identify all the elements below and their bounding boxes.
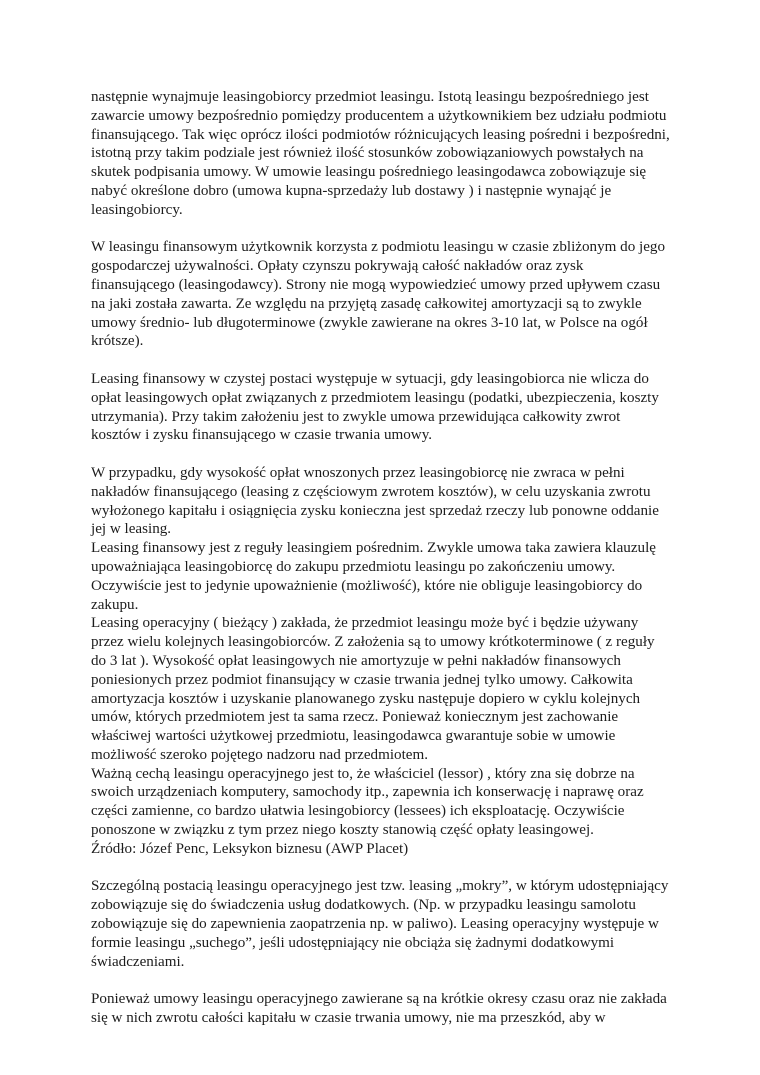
source-citation: Źródło: Józef Penc, Leksykon biznesu (AWP Placet) bbox=[91, 840, 409, 857]
paragraph-indirect-leasing: Leasing finansowy jest z reguły leasingiem pośrednim. Zwykle umowa taka zawiera klauzulę upoważniająca leasingobiorcę do zakupu przedmiotu leasingu po zakończeniu umowy. Oczywiście jest to jedynie upoważnienie (możliwość), które nie obliguje leasingobiorcy do zakupu. bbox=[91, 540, 656, 613]
paragraph-gap bbox=[91, 351, 671, 370]
paragraph-operational-feature: Ważną cechą leasingu operacyjnego jest to, że właściciel (lessor) , który zna się dobrze na swoich urządzeniach komputery, samochody itp., zapewnia ich konserwację i naprawę oraz części zamienne, co bardzo ułatwia lesingobiorcy (lessees) ich eksploatację. Oczywiście ponoszone w związku z tym przez niego koszty stanowią część opłaty leasingowej. bbox=[91, 765, 644, 839]
paragraph-short-term-contracts: Ponieważ umowy leasingu operacyjnego zawierane są na krótkie okresy czasu oraz nie zakłada się w nich zwrotu całości kapitału w czasie trwania umowy, nie ma przeszkód, aby w bbox=[91, 991, 667, 1027]
paragraph-gap bbox=[91, 220, 671, 239]
document-page bbox=[91, 88, 671, 1028]
paragraph-financial-leasing: W leasingu finansowym użytkownik korzysta z podmiotu leasingu w czasie zbliżonym do jego gospodarczej używalności. Opłaty czynszu pokrywają całość nakładów oraz zysk finansującego (leasingodawcy). Strony nie mogą wypowiedzieć umowy przed upływem czasu na jaki została zawarta. Ze względu na przyjętą zasadę całkowitej amortyzacji są to zwykle umowy średnio- lub długoterminowe (zwykle zawierane na okres 3-10 lat, w Polsce na ogół krótsze). bbox=[91, 239, 665, 350]
paragraph-pure-financial-leasing: Leasing finansowy w czystej postaci występuje w sytuacji, gdy leasingobiorca nie wlicza do opłat leasingowych opłat związanych z przedmiotem leasingu (podatki, ubezpieczenia, koszty utrzymania). Przy takim założeniu jest to zwykle umowa przewidująca całkowity zwrot kosztów i zysku finansującego w czasie trwania umowy. bbox=[91, 370, 659, 444]
paragraph-partial-return: W przypadku, gdy wysokość opłat wnoszonych przez leasingobiorcę nie zwraca w pełni nakładów finansującego (leasing z częściowym zwrotem kosztów), w celu uzyskania zwrotu wyłożonego kapitału i osiągnięcia zysku konieczna jest sprzedaż rzeczy lub ponowne oddanie jej w leasing. bbox=[91, 464, 659, 538]
paragraph-wet-dry-leasing: Szczególną postacią leasingu operacyjnego jest tzw. leasing „mokry”, w którym udostępniający zobowiązuje się do świadczenia usług dodatkowych. (Np. w przypadku leasingu samolotu zobowiązuje się do zapewnienia zaopatrzenia np. w paliwo). Leasing operacyjny występuje w formie leasingu „suchego”, jeśli udostępniający nie obciąża się żadnymi dodatkowymi świadczeniami. bbox=[91, 878, 669, 970]
paragraph-gap bbox=[91, 445, 671, 464]
paragraph-direct-leasing: następnie wynajmuje leasingobiorcy przedmiot leasingu. Istotą leasingu bezpośredniego jest zawarcie umowy bezpośrednio pomiędzy producentem a użytkownikiem bez udziału podmiotu finansującego. Tak więc oprócz ilości podmiotów różnicujących leasing pośredni i bezpośredni, istotną przy takim podziale jest również ilość stosunków zobowiązaniowych powstałych na skutek podpisania umowy. W umowie leasingu pośredniego leasingodawca zobowiązuje się nabyć określone dobro (umowa kupna-sprzedaży lub dostawy ) i następnie wynająć je leasingobiorcy. bbox=[91, 89, 670, 218]
paragraph-operational-leasing: Leasing operacyjny ( bieżący ) zakłada, że przedmiot leasingu może być i będzie używany przez wielu kolejnych leasingobiorców. Z założenia są to umowy krótkoterminowe ( z reguły do 3 lat ). Wysokość opłat leasingowych nie amortyzuje w pełni nakładów finansowych poniesionych przez podmiot finansujący w czasie trwania jednej tylko umowy. Całkowita amortyzacja kosztów i uzyskanie planowanego zysku następuje dopiero w cyklu kolejnych umów, których przedmiotem jest ta sama rzecz. Ponieważ koniecznym jest zachowanie właściwej wartości użytkowej przedmiotu, leasingodawca gwarantuje sobie w umowie możliwość szeroko pojętego nadzoru nad przedmiotem. bbox=[91, 615, 655, 763]
paragraph-gap bbox=[91, 859, 671, 878]
paragraph-gap bbox=[91, 971, 671, 990]
